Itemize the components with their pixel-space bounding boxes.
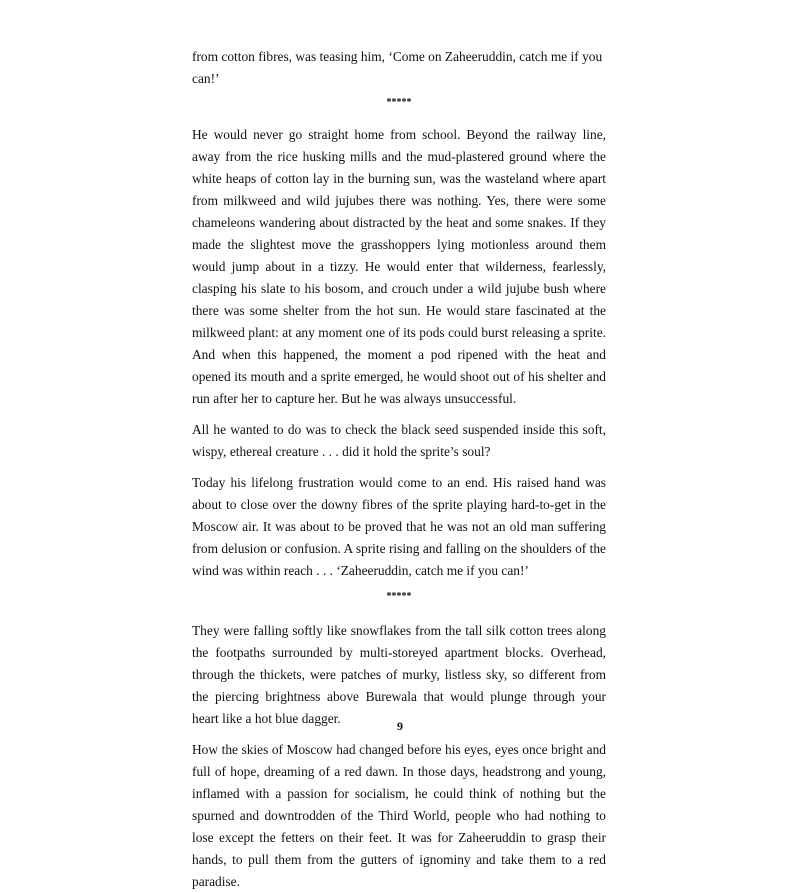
- opening-paragraph: from cotton fibres, was teasing him, ‘Come on Zaheeruddin, catch me if you can!’: [192, 49, 603, 86]
- page-body: [192, 46, 606, 893]
- paragraph-skies-of-moscow: How the skies of Moscow had changed before his eyes, eyes once bright and full of hope, dreaming of a red dawn. In those days, headstrong and young, inflamed with a passion for socialism, he could think of nothing but the spurned and downtrodden of the Third World, people who had nothing to lose except the fetters on their feet. It was for Zaheeruddin to grasp their hands, to pull them from the gutters of ignominy and take them to a red paradise.: [192, 742, 606, 889]
- paragraph-snowflakes: They were falling softly like snowflakes from the tall silk cotton trees along the footpaths surrounded by multi-storeyed apartment blocks. Overhead, through the thickets, were patches of murky, listless sky, so different from the piercing brightness above Burewala that would plunge through your heart like a hot blue dagger.: [192, 623, 606, 726]
- page-number: 9: [397, 719, 403, 733]
- paragraph-wasteland: He would never go straight home from school. Beyond the railway line, away from the rice husking mills and the mud-plastered ground where the white heaps of cotton lay in the burning sun, was the wasteland where apart from milkweed and wild jujubes there was nothing. Yes, there were some chameleons wandering about distracted by the heat and some snakes. If they made the slightest move the grasshoppers lying motionless around them would jump about in a tizzy. He would enter that wilderness, fearlessly, clasping his slate to his bosom, and crouch under a wild jujube bush where there was some shelter from the hot sun. He would stare fascinated at the milkweed plant: at any moment one of its pods could burst releasing a sprite. And when this happened, the moment a pod ripened with the heat and opened its mouth and a sprite emerged, he would shoot out of his shelter and run after her to capture her. But he was always unsuccessful.: [192, 127, 606, 406]
- section-separator: *****: [386, 591, 412, 602]
- paragraph-black-seed: All he wanted to do was to check the black seed suspended inside this soft, wispy, ethereal creature . . . did it hold the sprite’s soul?: [192, 422, 606, 459]
- paragraph-frustration: Today his lifelong frustration would come to an end. His raised hand was about to close over the downy fibres of the sprite playing hard-to-get in the Moscow air. It was about to be proved that he was not an old man suffering from delusion or confusion. A sprite rising and falling on the shoulders of the wind was within reach . . . ‘Zaheeruddin, catch me if you can!’: [192, 475, 606, 578]
- section-separator: *****: [386, 97, 412, 108]
